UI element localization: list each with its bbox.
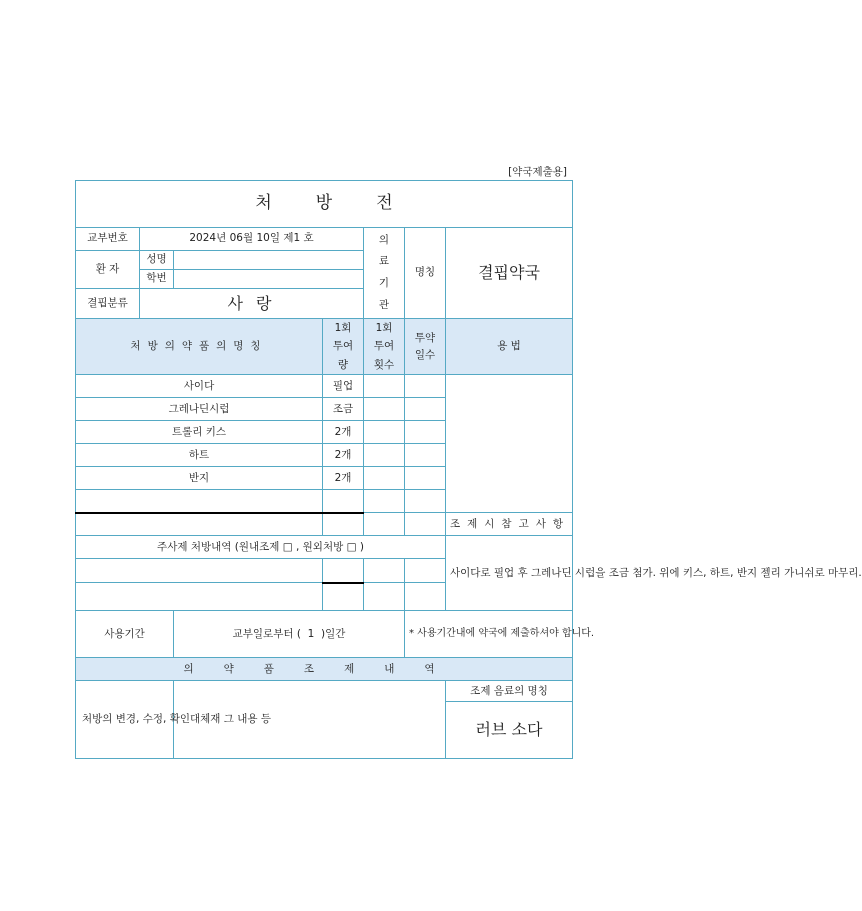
medicine-name: 그레나딘시럽 <box>76 398 323 421</box>
medicine-name <box>76 513 323 536</box>
medicine-dose: 2개 <box>323 467 364 490</box>
medicine-dose <box>323 490 364 513</box>
issue-number-value: 2024년 06월 10일 제1 호 <box>140 228 364 251</box>
injection-dose <box>323 583 364 611</box>
frequency-header: 1회 투여 횟수 <box>364 319 405 375</box>
medicine-days <box>405 490 446 513</box>
dispense-header: 의약품조제내역 <box>76 658 573 681</box>
medicine-days <box>405 513 446 536</box>
medicine-frequency <box>364 398 405 421</box>
usage-period-label: 사용기간 <box>76 611 174 658</box>
institution-label: 의 료 기 관 <box>364 228 405 319</box>
medicine-name-header: 처방의약품의명칭 <box>76 319 323 375</box>
medicine-days <box>405 398 446 421</box>
reference-header: 조제시참고사항 <box>446 513 573 536</box>
issue-number-label: 교부번호 <box>76 228 140 251</box>
medicine-days <box>405 375 446 398</box>
injection-days <box>405 583 446 611</box>
medicine-dose: 2개 <box>323 421 364 444</box>
medicine-dose: 조금 <box>323 398 364 421</box>
usage-period-value: 교부일로부터 ( 1 )일간 <box>174 611 405 658</box>
institution-name-label: 명칭 <box>405 228 446 319</box>
medicine-frequency <box>364 421 405 444</box>
days-header: 투약 일수 <box>405 319 446 375</box>
medicine-name <box>76 490 323 513</box>
medicine-dose <box>323 513 364 536</box>
medicine-frequency <box>364 444 405 467</box>
injection-frequency <box>364 583 405 611</box>
medicine-days <box>405 467 446 490</box>
dispensed-name-value: 러브 소다 <box>446 702 573 759</box>
form-title: 처방전 <box>76 181 573 228</box>
medicine-dose: 필업 <box>323 375 364 398</box>
submission-tag: [약국제출용] <box>508 166 567 178</box>
medicine-name: 하트 <box>76 444 323 467</box>
patient-label: 환 자 <box>76 251 140 289</box>
medicine-frequency <box>364 490 405 513</box>
medicine-frequency <box>364 375 405 398</box>
dispensed-name-label: 조제 음료의 명칭 <box>446 681 573 702</box>
institution-name-value: 결핍약국 <box>446 228 573 319</box>
patient-id-label: 학번 <box>140 270 174 289</box>
medicine-name: 반지 <box>76 467 323 490</box>
patient-name-field[interactable] <box>174 251 364 270</box>
usage-header: 용 법 <box>446 319 573 375</box>
changes-label: 처방의 변경, 수정, 확인대체재 그 내용 등 <box>76 681 174 759</box>
prescription-form <box>75 180 862 759</box>
patient-id-field[interactable] <box>174 270 364 289</box>
category-value: 사 랑 <box>140 289 364 319</box>
dose-header: 1회 투여 량 <box>323 319 364 375</box>
medicine-name: 트롤리 키스 <box>76 421 323 444</box>
medicine-name: 사이다 <box>76 375 323 398</box>
injection-days <box>405 559 446 583</box>
injection-header: 주사제 처방내역 (원내조제 □ , 원외처방 □ ) <box>76 536 446 559</box>
medicine-frequency <box>364 513 405 536</box>
reference-note: 사이다로 필업 후 그레나딘 시럽을 조금 첨가. 위에 키스, 하트, 반지 젤리 가니쉬로 마무리. <box>446 536 573 611</box>
usage-cell <box>446 375 573 513</box>
injection-frequency <box>364 559 405 583</box>
injection-row <box>76 559 323 583</box>
medicine-frequency <box>364 467 405 490</box>
patient-name-label: 성명 <box>140 251 174 270</box>
medicine-days <box>405 444 446 467</box>
injection-dose <box>323 559 364 583</box>
injection-row <box>76 583 323 611</box>
usage-period-note: * 사용기간내에 약국에 제출하셔야 합니다. <box>405 611 573 658</box>
medicine-days <box>405 421 446 444</box>
category-label: 결핍분류 <box>76 289 140 319</box>
medicine-dose: 2개 <box>323 444 364 467</box>
